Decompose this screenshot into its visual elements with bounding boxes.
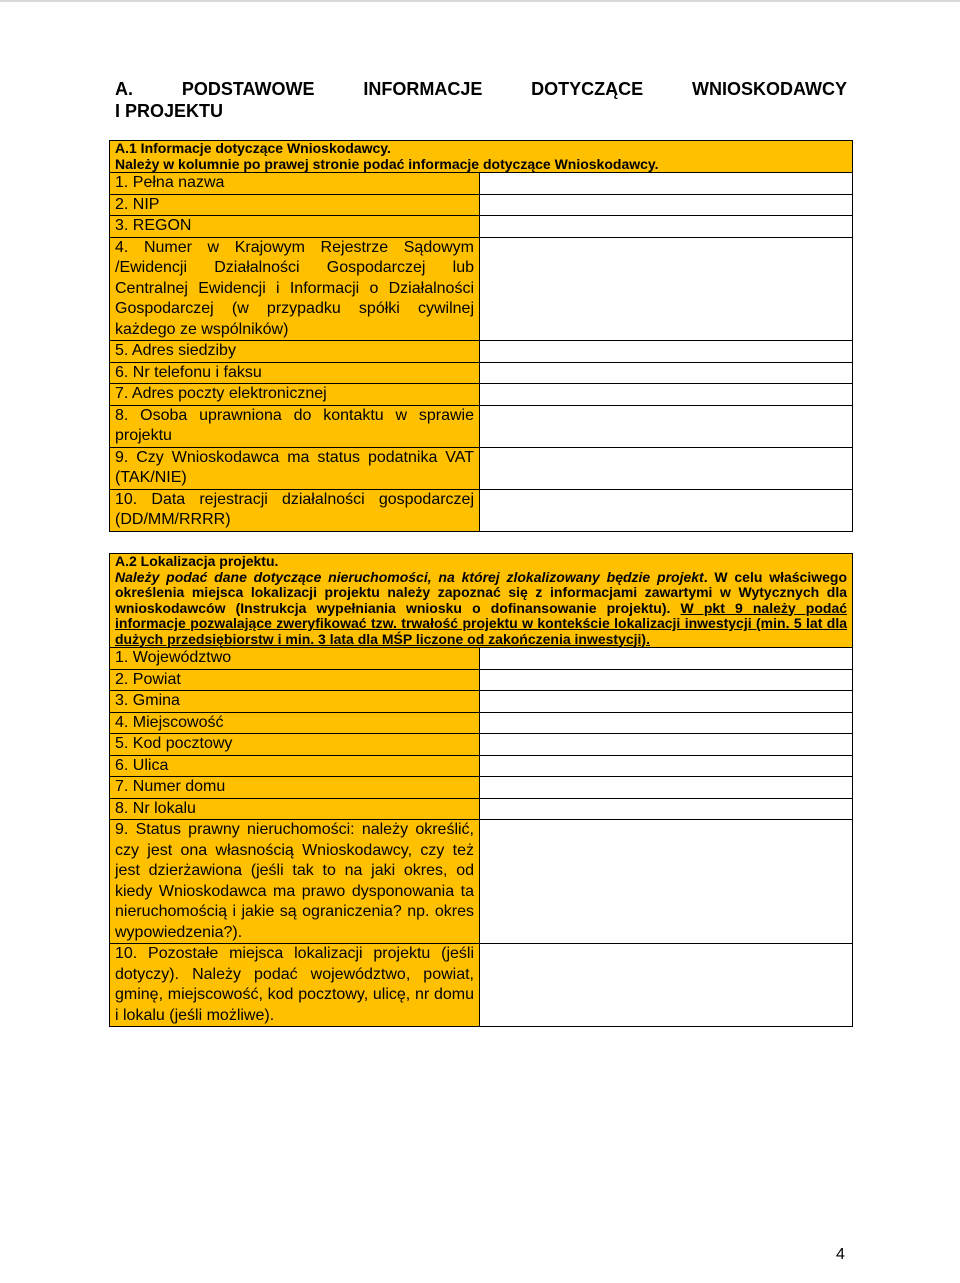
a2-row (110, 712, 853, 734)
a2-row (110, 755, 853, 777)
a2-field-label: 8. Nr lokalu (110, 798, 480, 820)
a1-field-label: 7. Adres poczty elektronicznej (110, 384, 480, 406)
a2-field-value[interactable] (480, 691, 853, 713)
a1-field-value[interactable] (480, 447, 853, 489)
a1-row (110, 384, 853, 406)
a2-field-value[interactable] (480, 820, 853, 944)
a2-row (110, 691, 853, 713)
a1-row (110, 405, 853, 447)
a2-field-label: 4. Miejscowość (110, 712, 480, 734)
a2-row (110, 734, 853, 756)
a2-instruction-italic: Należy podać dane dotyczące nieruchomości, na której zlokalizowany będzie projekt (115, 568, 704, 585)
a2-field-value[interactable] (480, 944, 853, 1027)
a1-instruction: Należy w kolumnie po prawej stronie podać informacje dotyczące Wnioskodawcy. (115, 155, 659, 172)
page-number: 4 (836, 1246, 845, 1263)
heading-word-3: DOTYCZĄCE (531, 79, 644, 99)
heading-word-4: WNIOSKODAWCY (692, 79, 847, 99)
heading-word-2: INFORMACJE (363, 79, 483, 99)
a1-field-label: 9. Czy Wnioskodawca ma status podatnika VAT (TAK/NIE) (110, 447, 480, 489)
a2-field-value[interactable] (480, 712, 853, 734)
a1-field-value[interactable] (480, 489, 853, 531)
a2-instruction: . W celu właściwego określenia miejsca lokalizacji projektu należy zapoznać się z informacjami zawartymi w Wytycznych dla wnioskodawców (Instrukcja wypełniania wniosku o dofinansowanie projektu). (115, 568, 848, 616)
a1-field-label: 2. NIP (110, 194, 480, 216)
section-heading (115, 78, 847, 122)
a1-field-value[interactable] (480, 173, 853, 195)
a2-field-label: 7. Numer domu (110, 777, 480, 799)
a1-field-label: 4. Numer w Krajowym Rejestrze Sądowym /Ewidencji Działalności Gospodarczej lub Centralnej Ewidencji i Informacji o Działalności Gospodarczej (w przypadku spółki cywilnej każdego ze wspólników) (110, 237, 480, 341)
a1-field-value[interactable] (480, 194, 853, 216)
a2-row (110, 798, 853, 820)
a2-field-label: 5. Kod pocztowy (110, 734, 480, 756)
a1-field-value[interactable] (480, 362, 853, 384)
a2-field-value[interactable] (480, 648, 853, 670)
a2-field-label: 6. Ulica (110, 755, 480, 777)
applicant-info-table (109, 140, 853, 532)
a1-row (110, 237, 853, 341)
a2-row (110, 669, 853, 691)
a2-field-value[interactable] (480, 734, 853, 756)
a2-field-label: 10. Pozostałe miejsca lokalizacji projektu (jeśli dotyczy). Należy podać województwo, powiat, gminę, miejscowość, kod pocztowy, ulicę, nr domu i lokalu (jeśli możliwe). (110, 944, 480, 1027)
a1-field-label: 1. Pełna nazwa (110, 173, 480, 195)
a2-field-value[interactable] (480, 777, 853, 799)
a2-instruction-underlined: W pkt 9 należy podać informacje pozwalające zweryfikować tzw. trwałość projektu w kontekście lokalizacji inwestycji (min. 5 lat dla dużych przedsiębiorstw i min. 3 lata dla MŚP liczone od zakończenia inwestycji). (115, 599, 848, 647)
a1-header-cell (110, 141, 853, 173)
a2-field-value[interactable] (480, 755, 853, 777)
a2-field-label: 2. Powiat (110, 669, 480, 691)
a1-row (110, 489, 853, 531)
a1-row (110, 194, 853, 216)
a1-row (110, 173, 853, 195)
a1-field-value[interactable] (480, 384, 853, 406)
a1-field-value[interactable] (480, 216, 853, 238)
a2-row (110, 648, 853, 670)
a2-header-cell (110, 554, 853, 648)
heading-word-1: PODSTAWOWE (181, 79, 315, 99)
a1-field-value[interactable] (480, 237, 853, 341)
a2-row (110, 944, 853, 1027)
heading-line-2: I PROJEKTU (115, 101, 224, 121)
a2-field-value[interactable] (480, 798, 853, 820)
a2-field-value[interactable] (480, 669, 853, 691)
a2-field-label: 9. Status prawny nieruchomości: należy określić, czy jest ona własnością Wnioskodawcy, czy też jest dzierżawiona (jeśli tak to na jaki okres, od kiedy Wnioskodawca ma prawo dysponowania ta nieruchomością i jakie są ograniczenia? np. okres wypowiedzenia?). (110, 820, 480, 944)
a1-field-label: 5. Adres siedziby (110, 341, 480, 363)
a1-row (110, 362, 853, 384)
a1-field-value[interactable] (480, 341, 853, 363)
project-location-table (109, 553, 853, 1027)
heading-letter: A. (115, 79, 133, 99)
a1-field-label: 6. Nr telefonu i faksu (110, 362, 480, 384)
a1-title: A.1 Informacje dotyczące Wnioskodawcy. (115, 140, 391, 156)
a1-field-label: 10. Data rejestracji działalności gospodarczej (DD/MM/RRRR) (110, 489, 480, 531)
a1-row (110, 341, 853, 363)
a2-title: A.2 Lokalizacja projektu. (115, 553, 279, 569)
a2-field-label: 1. Województwo (110, 648, 480, 670)
a2-row (110, 820, 853, 944)
a1-row (110, 447, 853, 489)
a2-row (110, 777, 853, 799)
a1-field-label: 8. Osoba uprawniona do kontaktu w sprawie projektu (110, 405, 480, 447)
a2-field-label: 3. Gmina (110, 691, 480, 713)
a1-field-value[interactable] (480, 405, 853, 447)
a1-field-label: 3. REGON (110, 216, 480, 238)
a1-header-row (110, 141, 853, 173)
a1-row (110, 216, 853, 238)
page-top-border (0, 0, 960, 2)
a2-header-row (110, 554, 853, 648)
